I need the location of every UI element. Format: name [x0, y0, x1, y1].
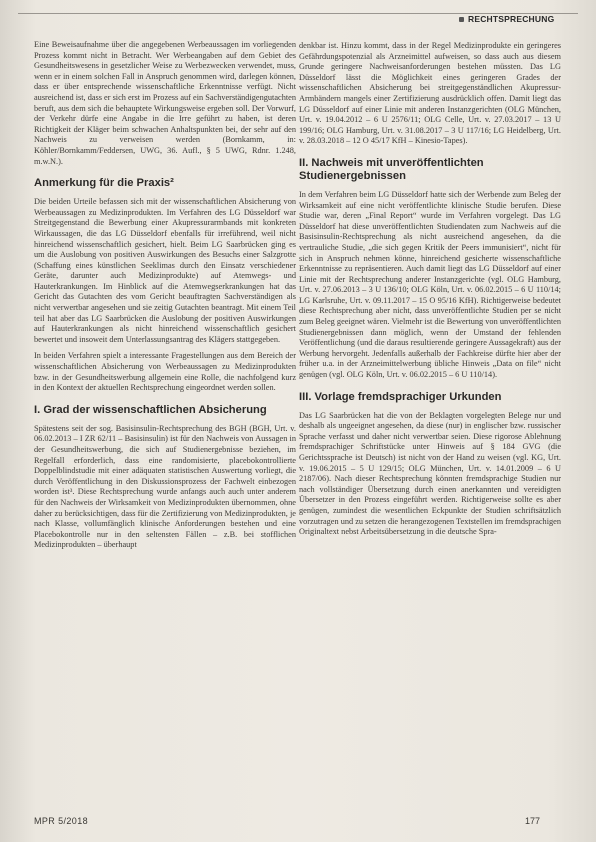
left-paragraph-1: Eine Beweisaufnahme über die angegebenen Werbeaussagen im vorliegenden Prozess kommt nicht in Betracht. Wer Werbeangaben auf dem Gebiet des Gesundheitswesens in gesetzlicher Weise zu Werbezwecken verwendet, muss, wenn er in einem solchen Fall in Anspruch genommen wird, darlegen können, dass er über entsprechende wissenschaftliche Erkenntnisse verfügt. Nicht ausreichend ist, dass er sich erst im Prozess auf ein Sachverständigengutachten beruft, aus dem sich die behauptete Wirkungsweise ergeben soll. Der Vorwurf, der Verkehr dürfe eine Angabe in die Irre geführt zu haben, ist deren Richtigkeit der Kläger beim schwachen Anhaltspunkten bei, der sehr auf den Nachweis zu verweisen werden (Bornkamm, in: Köhler/Bornkamm/Feddersen, UWG, 36. Aufl., § 5 UWG, Rdnr. 1.248, m.w.N.). [34, 40, 296, 166]
heading-section-3: III. Vorlage fremdsprachiger Urkunden [299, 390, 502, 403]
page-number: 177 [525, 816, 541, 826]
section-label: RECHTSPRECHUNG [468, 14, 555, 24]
left-paragraph-2: Die beiden Urteile befassen sich mit der wissenschaftlichen Absicherung von Werbeaussagen zu Medizinprodukten. Im Verfahren des LG Düsseldorf war Streitgegenstand die Bewerbung einer Akupressurarmbands mit konkreten Wirkaussagen, die das LG Düsseldorf ebenfalls für irreführend, weil nicht hinreichend wissenschaftlich gesichert, hielt. Beim LG Saarbrücken ging es um die Auslobung von positiven Auswirkungen des Besuchs einer Salzgrotte (Schaffung eines künstlichen Seeklimas durch den Einsatz verschiedener Geräte, darunter auch Medizinprodukte) auf Atemwegs- und Hauterkrankungen. Im Hinblick auf die Atemwegserkrankungen hat das Gericht das Gutachten des vom Gericht beauftragten Sachverständigen als nicht verwertbar angesehen und sie zeitig Gutachten beantragt. Mit einem Teil teil hat aber das LG Saarbrücken die Auslobung der positiven Auswirkungen auf Hauterkrankungen als nicht hinreichend wissenschaftlich gesichert bewertet und insoweit dem Unterlassungsantrag des Klägers stattgegeben. [34, 197, 296, 344]
left-column [34, 40, 296, 557]
left-paragraph-4: Spätestens seit der sog. Basisinsulin-Rechtsprechung des BGH (BGH, Urt. v. 06.02.2013 – I ZR 62/11 – Basisinsulin) ist für den Nachweis von Aussagen in der Gesundheitswerbung, die sich auf Studienergebnisse beziehen, im Regelfall erforderlich, dass eine randomisierte, placebokontrollierte Doppelblindstudie mit einer adäquaten statistischen Auswertung vorliegt, die durch Veröffentlichung in den Diskussionsprozess der Fachwelt einbezogen worden ist³. Diese Rechtsprechung wurde anfangs auch auch unter anderem für den Nachweis der Wirksamkeit von Medizinprodukten übernommen, ohne daher zu berücksichtigen, dass für die Zertifizierung von Medizinprodukten, je nach Klasse, vollumfänglich klinische Anforderungen bestehen und eine Placebokontrolle nur in den seltensten Fällen – z.B. bei stofflichen Medizinprodukten – überhaupt [34, 423, 296, 550]
heading-section-2: II. Nachweis mit unveröffentlichten Studienergebnissen [299, 156, 484, 182]
left-paragraph-3: In beiden Verfahren spielt a interessante Fragestellungen aus dem Bereich der wissenschaftlichen Absicherung von Werbeaussagen zu Medizinprodukten bzw. in der Gesundheitswerbung allgemein eine Rolle, die nachfolgend kurz in den Kontext der aktuellen Rechtsprechung eingeordnet werden sollen. [34, 351, 296, 393]
right-column [299, 41, 561, 544]
right-paragraph-1: denkbar ist. Hinzu kommt, dass in der Regel Medizinprodukte ein geringeres Gefährdungspotenzial als Arzneimittel aufweisen, so dass auch aus diesem Grunde geringere Nachweisanforderungen bestehen müssten. Das LG Düsseldorf lässt die Möglichkeit eines geringeren Grades der wissenschaftlichen Absicherung bei streitgegenständlichen Akupressur-Armbändern mangels einer Zertifizierung ausdrücklich offen. Damit liegt das LG Düsseldorf auf einer Linie mit anderen Instanzgerichten (OLG München, Urt. v. 19.04.2012 – 6 U 2576/11; OLG Celle, Urt. v. 27.03.2017 – 13 U 199/16; OLG Hamburg, Urt. v. 31.08.2017 – 3 U 117/16; LG Heidelberg, Urt. v. 28.03.2018 – 12 O 45/17 KfH – Kinesio-Tapes). [299, 41, 561, 146]
heading-practice-note: Anmerkung für die Praxis² [34, 177, 174, 190]
right-paragraph-3: Das LG Saarbrücken hat die von der Beklagten vorgelegten Belege nur und deshalb als ungeeignet angesehen, da diese (nur) in englischer bzw. russischer Sprache verfasst und daher nicht verwertbar seien. Diese rigorose Ablehnung fremdsprachiger Schriftstücke unter Hinweis auf § 184 GVG (die Gerichtssprache ist Deutsch) ist nicht von der Hand zu weisen (vgl. KG, Urt. v. 19.06.2015 – 5 U 129/15; OLG München, Urt. v. 14.01.2009 – 6 U 2187/06). Nach dieser Rechtsprechung könnten fremdsprachige Studien nur nach vollständiger Übersetzung durch einen anerkannten und vereidigten Übersetzer in den Prozess eingeführt werden. Richtigerweise sollte es aber genügen, zumindest die wesentlichen Eckpunkte der Studien schriftsätzlich vorzutragen und zu setzen die herangezogenen Textstellen im fremdsprachigen Originaltext nebst Arbeitsübersetzung in die deutsche Spra- [299, 410, 561, 537]
heading-section-1: I. Grad der wissenschaftlichen Absicherung [34, 403, 267, 416]
header-marker [459, 17, 464, 22]
journal-issue: MPR 5/2018 [34, 816, 89, 826]
right-paragraph-2: In dem Verfahren beim LG Düsseldorf hatte sich der Werbende zum Beleg der Wirksamkeit auf eine nicht veröffentlichte klinische Studie berufen. Diese Studie war, deren „Final Report“ wurde im Verfahren vorgelegt. Das LG Düsseldorf hat diese unveröffentlichten Studiendaten zum Nachweis auf die Basisinsulin-Rechtsprechung als nicht ausreichend angesehen, da die vertrauliche Studie, „die sich gegen Kritik der Peers immunisiert“, nicht für sich in Anspruch nehmen könne, hinreichend gesicherte wissenschaftliche Erkenntnisse zu repräsentieren. Auch damit liegt das LG Düsseldorf auf einer Linie mit der Rechtsprechung anderer Instanzgerichte (vgl. OLG Hamburg, Urt. v. 27.06.2013 – 3 U 136/10; OLG Köln, Urt. v. 06.02.2015 – 6 U 110/14; LG Karlsruhe, Urt. v. 09.11.2017 – 15 O 95/16 KfH). Richtigerweise bedeutet diese Rechtsprechung aber nicht, dass unveröffentlichte Studien per se nicht zum Beleg geeignet wären. Vielmehr ist die Bewertung von unveröffentlichten Studienergebnissen dann möglich, wenn der Umstand der fehlenden Veröffentlichung (und die daraus resultierende geringere Aussagekraft) aus der Werbung hervorgeht. Jedenfalls außerhalb der Fachkreise dürfte hier aber der früher u.a. in der Arzneimittelwerbung übliche Hinweis „Data on file“ nicht genügen (vgl. OLG Köln, Urt. v. 06.02.2015 – 6 U 110/14). [299, 189, 561, 380]
